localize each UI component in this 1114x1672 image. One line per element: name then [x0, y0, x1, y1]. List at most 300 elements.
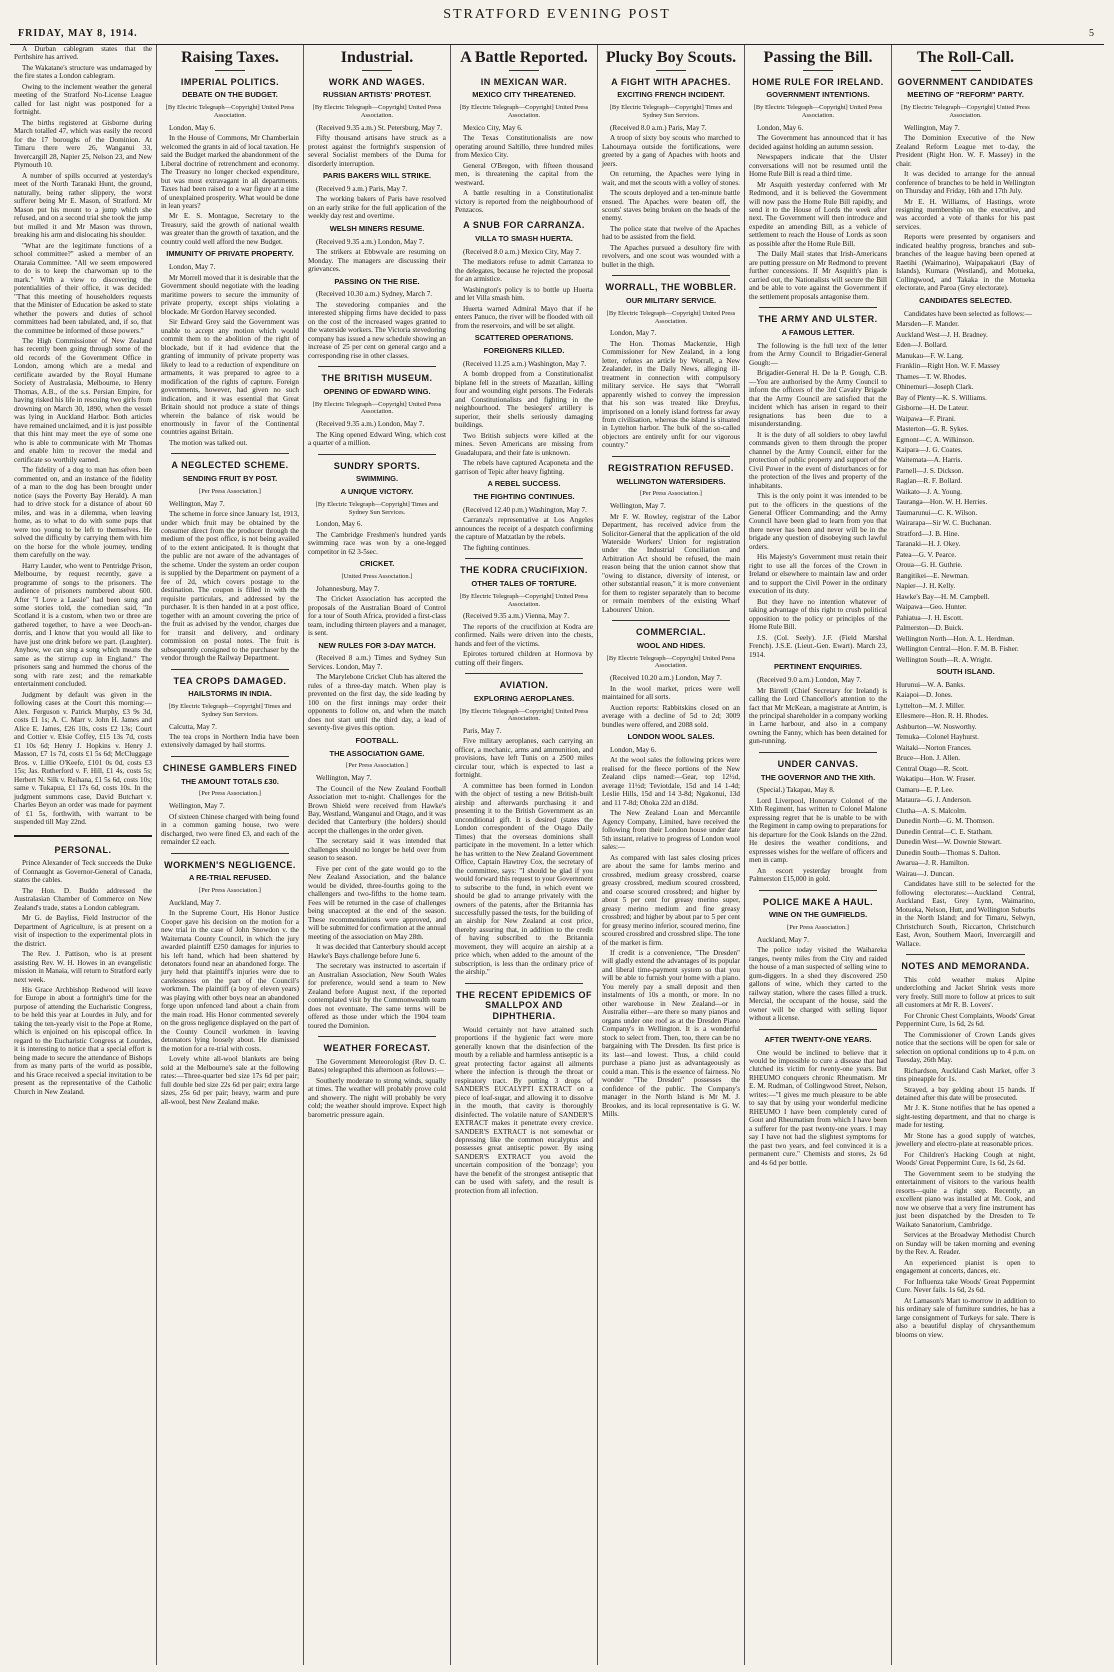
title-rule: [215, 70, 245, 71]
list-item: Manukau—F. W. Lang.: [896, 351, 964, 360]
list-item: Dunedin Central—C. E. Statham.: [896, 827, 993, 836]
list-item: Bruce—Hon. J. Allen.: [896, 754, 961, 763]
list-item: Marsden—F. Mander.: [896, 320, 960, 329]
paragraph: A battle resulting in a Constitutionalist victory is reported from the neighbourhood of Penzacos.: [455, 189, 593, 214]
paragraph: It is the duty of all soldiers to obey lawful commands given to them through the proper channel by the Army Council, either for the protection of public property and support of the Civil Power in the event of disturbances or for the protection of the lives and property of the inhabitants.: [749, 430, 887, 490]
paragraph: The births registered at Gisborne during March totalled 47, which was easily the record for the 17 boroughs of the Dominion. At Timaru there were 26, Wanganui 33, Invercargill 28, Napier 25, Nelson 23, and New Plymouth 10.: [14, 118, 152, 170]
list-item: Ohinemuri—Joseph Clark.: [896, 383, 974, 392]
divider: [465, 983, 583, 984]
article-subheading: OUR MILITARY SERVICE.: [625, 296, 717, 305]
article-body: [308, 520, 446, 556]
list-item: Taumarunui—C. K. Wilson.: [896, 508, 978, 517]
column-title: Raising Taxes.: [181, 49, 279, 66]
divider: [759, 307, 877, 308]
list-item: Central Otago—R. Scott.: [896, 764, 969, 773]
paragraph: Auckland, May 7.: [757, 935, 809, 944]
paragraph: Newspapers indicate that the Ulster conversations will not be resumed until the Home Rule Bill is read a third time.: [749, 153, 887, 179]
list-item: Dunedin West—W. Downie Stewart.: [896, 838, 1002, 847]
article-body: [896, 880, 1035, 948]
article-body: [161, 263, 299, 447]
paragraph: (Received 8.0 a.m.) Paris, May 7.: [610, 123, 707, 132]
paragraph: Judgment by default was given in the following cases at the Court this morning:—Alex. Ferguson v. Patrick Murphy, £3 9s 3d, costs £1 1s; A. C. Marr v. John H. James and Alice E. James, £26 10s, costs £2 13s; Court and Cottier v. Elsie Coffey, £15 13s 7d, costs £1 10s 6d; Henry J. Hopkins v. Henry J. Masson, £7 1s 7d, costs £1 5s 6d; McCluggage Bros. v. Lillie O'Keefe, £101 0s 0d, costs £3 15s; Jas. Rutherford v. F. Hill, £1 4s, costs 5s; Herbert N. Silk v. Reihana, £1 5s 6d, costs 10s; same v. Tukapua, £1 17s 6d, costs 10s. In the judgment summons case, David Butchart v. Charles Beyon an order was made for payment of £1 5s, forthwith, with warrant to be suspended till May 22nd.: [14, 690, 152, 827]
paragraph: Mexico City, May 6.: [463, 123, 523, 132]
article-subheading: FOOTBALL.: [355, 735, 399, 745]
paragraph: The reports of the crucifixion at Kodra are confirmed. Nails were driven into the chests, hands and feet of the victims.: [455, 622, 593, 648]
article-heading: HOME RULE FOR IRELAND.: [752, 76, 884, 87]
article-heading: AVIATION.: [499, 680, 549, 691]
article-body: [749, 936, 887, 1023]
paragraph: Sir Edward Grey said the Government was unable to accept any motion which would commit them to the abolition of the right of blockade, but if it had evidence that the granting of immunity of private property was likely to lead to a reduction of expenditure on armaments, it was prepared to agree to a modification of the rights of capture. Foreign governments, however, had given no such indication, and it was essential that Great Britain should not produce a state of things wherein the balance of risk would be enormously in favor of the Continental countries against Britain.: [161, 318, 299, 437]
title-rule: [803, 70, 833, 71]
list-item: Rangitikei—E. Newman.: [896, 571, 969, 580]
paragraph: The Government seem to be studying the entertainment of visitors to the various health resorts—quite a right step. Recently, an excellent piano was installed at Mt. Cook, and now we observe that a very fine instrument has just been dispatched by the Dresden to Te Waikato Sanatorium, Cambridge.: [896, 1169, 1035, 1229]
paragraph: His Majesty's Government must retain their right to use all the forces of the Crown in Ireland or elsewhere to maintain law and order and to support the Civil Power in the ordinary execution of its duty.: [749, 553, 887, 596]
paragraph: Calcutta, May 7.: [169, 722, 217, 731]
paragraph: (Received 9.35 a.m.) London, May 7.: [316, 420, 425, 429]
column-title: Plucky Boy Scouts.: [605, 49, 737, 66]
list-item: Waitemata—A. Harris.: [896, 456, 963, 465]
paragraph: The High Commissioner of New Zealand has recently been going through some of the old records of the Government Office in London, among which are a medal and certificate awarded by the Royal Humane Society of Australasia, Melbourne, to Henry Thomas, A.B., of the s.s. Persian Empire, for having risked his life in rescuing two girls from drowning on March 30, 1890, when the vessel was lying in Auckland Harbor. Both articles have remained unclaimed, and it is just possible that this hint may meet the eye of some one who is able to communicate with Mr Thomas and enable him to recover the medal and certificate so worthily earned.: [14, 336, 152, 464]
paragraph: The Texas Constitutionalists are now operating around Saltillo, three hundred miles from Mexico City.: [455, 134, 593, 160]
paragraph: In the House of Commons, Mr Chamberlain welcomed the grants in aid of local taxation. He said the Budget marked the abandonment of the Liberal doctrine of retrenchment and economy. The Treasury no longer checked expenditure, but was most extravagant in all departments. Taxes had been raised to a war figure at a time of unexplained prosperity. What would be done in lean years?: [161, 134, 299, 210]
paragraph: If credit is a convenience, "The Dresden" will gladly extend the advantages of its popular and liberal time-payment system so that you will be able to furnish your home with a piano. You merely pay a small deposit and then instalments of 10s a month, or more. In no other warehouse in New Zealand—or in Australia either—are there so many pianos and organs under one roof as at the Dresden Piano Company's in Wellington. It is a wonderful stock to select from. Then, too, there can be no bargaining with The Dresden. Its first price is its last—and lowest. Thus, a child could purchase a piano just as advantageously as could a man. This is the essence of fairness. No wonder "The Dresden" possesses the confidence of the public. The Company's manager in the North Island is Mr M. J. Brookes, and its local representative is G. W. Mills.: [602, 949, 740, 1119]
article-subheading: HAILSTORMS IN INDIA.: [188, 689, 272, 699]
list-item: Raglan—R. F. Bollard.: [896, 477, 963, 486]
paragraph: Candidates have been selected as follows:—: [904, 309, 1032, 318]
article-subheading: WELSH MINERS RESUME.: [329, 223, 425, 233]
paragraph: A Durban cablegram states that the Perthshire has arrived.: [14, 45, 152, 62]
article-body: [308, 654, 446, 732]
article-body: [308, 585, 446, 638]
paragraph: Brigadier-General H. De la P. Gough, C.B.—You are authorised by the Army Council to inform the officers of the 3rd Cavalry Brigade that the Army Council are satisfied that the incident which has arisen in regard to their resignations has been due to a misunderstanding.: [749, 369, 887, 429]
paragraph: The Cricket Association has accepted the proposals of the Australian Board of Control for a tour of South Africa, provided a first-class team, including thirteen players and a manager, is sent.: [308, 595, 446, 638]
list-item: Tauranga—Hon. W. H. Herries.: [896, 498, 988, 507]
article-subheading: IMMUNITY OF PRIVATE PROPERTY.: [166, 249, 294, 259]
list-item: Oamaru—E. P. Lee.: [896, 785, 954, 794]
paragraph: Lovely white all-wool blankets are being sold at the Melbourne's sale at the following rates:—Three-quarter bed size 17s 6d per pair; full double bed size 22s 6d per pair; extra large sizes, 25s 6d per pair; heavy, warm and pure all-wool, best New Zealand make.: [161, 1055, 299, 1106]
paragraph: Mr G. de Bayliss, Field Instructor of the Department of Agriculture, is at present on a visit of inspection to the experimental plots in the district.: [14, 914, 152, 948]
list-item: Hawke's Bay—H. M. Campbell.: [896, 592, 990, 601]
paragraph: For Influenza take Woods' Great Peppermint Cure. Never fails. 1s 6d, 2s 6d.: [896, 1277, 1035, 1295]
paragraph: Five per cent of the gate would go to the New Zealand Association, and the balance would be divided, three-fourths going to the challengers and two-fifths to the home team. Fees will be returned in the case of challenges being unaccepted at the end of the season. These recommendations were approved, and will be submitted for confirmation at the annual meeting of the association on May 28th.: [308, 864, 446, 941]
list-item: Bay of Plenty—K. S. Williams.: [896, 393, 987, 402]
list-item: Gisborne—H. De Lateur.: [896, 404, 969, 413]
paragraph: Owing to the inclement weather the general meeting of the Stratford No-License League called for last night was postponed for a fortnight.: [14, 82, 152, 117]
paragraph: J.S. (Col. Seely). J.F. (Field Marshal French). J.S.E. (Lieut.-Gen. Ewart). March 23, 1914.: [749, 633, 887, 659]
paragraph: The stevedoring companies and the interested shipping firms have decided to pass on the cost of the increased wages granted to the waterside workers. The Victoria stevedoring company has issued a new schedule showing an increase of 25 per cent on general cargo and a corresponding rise in other classes.: [308, 300, 446, 360]
paragraph: Mr E. H. Williams, of Hastings, wrote resigning membership on the executive, and was accorded a vote of thanks for his past services.: [896, 197, 1035, 231]
article-subheading: WELLINGTON WATERSIDERS.: [616, 476, 726, 486]
paragraph: Mr Morrell moved that it is desirable that the Government should negotiate with the leading maritime powers to secure the immunity of private property, except ships violating a blockade. Mr Gordon Harvey seconded.: [161, 273, 299, 316]
article-body: [896, 310, 1035, 318]
article-subheading: OPENING OF EDWARD WING.: [323, 386, 431, 396]
article-heading: WEATHER FORECAST.: [323, 1043, 431, 1054]
article-subheading: SOUTH ISLAND.: [936, 667, 995, 677]
paragraph: Prince Alexander of Teck succeeds the Duke of Connaught as Governor-General of Canada, states the cables.: [14, 859, 152, 885]
paragraph: This is the only point it was intended to be put to the officers in the questions of the General Officer Commanding; and the Army Council have been glad to learn from you that there never has been and never will be in the brigade any question of disobeying such lawful orders.: [749, 492, 887, 551]
paragraph: It was decided that Canterbury should accept Hawke's Bays challenge before June 6.: [308, 943, 446, 960]
divider: [318, 454, 436, 455]
list-item: Thames—T. W. Rhodes.: [896, 372, 967, 381]
paragraph: The fidelity of a dog to man has often been commented on, and an instance of the fidelity of a man to the dog has been brought under notice (says the Poverty Bay Herald). A man had to drive stock for a distance of about 60 miles, and was in a dilemma, when leaving home, as to what to do with some pups that were too young to be left to themselves. He solved the difficulty by carrying them with him on the horse for the whole journey, tending them carefully on the way.: [14, 466, 152, 560]
paragraph: Mr Birrell (Chief Secretary for Ireland) is calling the Lord Chancellor's attention to the fact that Mr McKean, a magistrate at Antrim, is the principal shareholder in a company working in Larne harbour, and also in a company owning the Fanny, which has been detained for gun-running.: [749, 686, 887, 746]
personal-list: [14, 859, 152, 1096]
article-heading: POLICE MAKE A HAUL.: [762, 896, 874, 907]
article-heading: A NEGLECTED SCHEME.: [171, 460, 289, 471]
paragraph: The strikers at Ebbwvale are resuming on Monday. The managers are discussing their grievances.: [308, 248, 446, 274]
wire-credit: [Per Press Association.]: [640, 490, 702, 498]
column-3: [304, 45, 451, 1665]
title-rule: [509, 70, 539, 71]
paragraph: Two British subjects were killed at the mines. Seven Americans are missing from Guadalupara, and their fate is unknown.: [455, 431, 593, 457]
article-body: [455, 360, 593, 476]
paragraph: London, May 7.: [169, 263, 216, 272]
article-heading: SUNDRY SPORTS.: [333, 460, 421, 471]
paragraph: The Hon. Thomas Mackenzie, High Commissioner for New Zealand, in a long letter, refutes an article by Worrall, a New Zealander, in the Daily News, alleging ill-treatment in connection with compulsory military service. He says that "Worrall apparently wished to convey the impression that his son was treated like Dreyfus, imprisoned on a lonely island fortress far away from civilisation, whereas the island is situated in Lyttelton harbor. The bulk of the so-called objectors are entirely unfit for our vigorous country.": [602, 339, 740, 450]
list-item: Palmerston—D. Buick.: [896, 624, 964, 633]
wire-credit: [Per Press Association.]: [199, 886, 261, 894]
article-heading: THE ARMY AND ULSTER.: [758, 314, 878, 325]
article-body: [308, 1058, 446, 1119]
title-rule: [362, 70, 392, 71]
article-body: [308, 185, 446, 221]
divider: [465, 673, 583, 674]
paragraph: (Received 8 a.m.) Times and Sydney Sun Services. London, May 7.: [308, 654, 446, 671]
list-item: Kaipara—J. G. Coates.: [896, 445, 963, 454]
paragraph: Paris, May 7.: [463, 726, 502, 735]
paragraph: A bomb dropped from a Constitutionalist biplane fell in the streets of Mazatlan, killing four and wounding eight persons. The Federals and Constitutionalists and fighting in the neighbourhood. The besiegers' artillery is superior, their shells seriously damaging buildings.: [455, 370, 593, 430]
divider: [612, 620, 730, 621]
paragraph: The Government Meteorologist (Rev D. C. Bates) telegraphed this afternoon as follows:—: [308, 1057, 446, 1075]
paragraph: Washington's policy is to bottle up Huerta and let Villa smash him.: [455, 285, 593, 303]
list-item: Mataura—G. J. Anderson.: [896, 796, 972, 805]
list-item: Hurunui—W. A. Banks.: [896, 681, 966, 689]
article-subheading: CANDIDATES SELECTED.: [919, 295, 1012, 305]
paragraph: Services at the Broadway Methodist Church on Sunday will be taken morning and evening by the Rev. A. Reader.: [896, 1231, 1035, 1257]
article-body: [749, 786, 887, 883]
article-heading: A FIGHT WITH APACHES.: [611, 76, 731, 87]
paragraph: The Dominion Executive of the New Zealand Reform League met to-day, the President (Right Hon. W. F. Massey) in the chair.: [896, 134, 1035, 168]
column-title: Industrial.: [340, 49, 414, 66]
wire-credit: [By Electric Telegraph—Copyright] United Press Association.: [901, 104, 1030, 119]
paragraph: Strayed, a bay gelding about 15 hands. If detained after this date will be prosecuted.: [896, 1085, 1035, 1102]
article-body: [161, 723, 299, 750]
article-subheading: EXCITING FRENCH INCIDENT.: [617, 90, 725, 100]
paragraph: Would certainly not have attained such proportions if the hygienic fact were more generally known that the disinfection of the mouth by a reliable and harmless antiseptic is a great protecting factor against all ailments where the infection is through the throat or respiratory tract. By putting 3 drops of SANDER'S EUCALYPTI EXTRACT on a piece of loaf-sugar, and allowing it to dissolve in the mouth, that cavity is thoroughly disinfected. The volatile nature of SANDER'S EXTRACT makes it penetrate every crevice. SANDER'S EXTRACT is not somewhat or depressing like the common eucalyptus and possesses great antiseptic power. By using SANDER'S EXTRACT you avoid the uncertain composition of the 'bonzage'; you have the benefit of the strongest antiseptic that can be used with safety, and the result is protection from all infection.: [455, 1025, 593, 1195]
article-body: [161, 802, 299, 846]
list-item: Patea—G. V. Pearce.: [896, 550, 957, 559]
paragraph: The Cambridge Freshmen's hundred yards swimming race was won by a one-legged competitor in 62 3-5sec.: [308, 530, 446, 556]
paragraph: On returning, the Apaches were lying in wait, and met the scouts with a volley of stones.: [602, 170, 740, 187]
paragraph: The King opened Edward Wing, which cost a quarter of a million.: [308, 430, 446, 448]
column-5: [598, 45, 745, 1665]
article-body: [602, 329, 740, 450]
paragraph: The Daily Mail states that Irish-Americans are putting pressure on Mr Redmond to prevent further concessions. If Mr Asquith's plan is carried out, the Nationalists will secure the Bill and be able to vote against the Government if the settlement proposals antagonise them.: [749, 250, 887, 301]
article-heading: CHINESE GAMBLERS FINED: [162, 762, 298, 773]
paragraph: (Received 10.30 a.m.) Sydney, March 7.: [316, 290, 433, 299]
list-item: Waikato—J. A. Young.: [896, 487, 963, 496]
paragraph: Mr E. S. Montague, Secretary to the Treasury, said the growth of national wealth was greater than the growth of taxation, and the country could well afford the new Budget.: [161, 212, 299, 246]
article-body: [308, 124, 446, 168]
article-subheading: MEXICO CITY THREATENED.: [472, 90, 576, 100]
paragraph: His Grace Archbishop Redwood will leave for Europe in about a fortnight's time for the purpose of attending the Eucharistic Congress, to be held this year at Lourdes in July, and for taking the ten-yearly visit to the Pope at Rome, which is enjoined on his episcopal office. In regard to the Eucharistic Congress at Lourdes, it is interesting to notice that a special effort is being made to secure the attendance of Bishops from as many parts of the world as possible, and his Grace received a special invitation to be present as the representative of the Catholic Church in New Zealand.: [14, 985, 152, 1096]
list-item: Taranaki—H. J. Okey.: [896, 540, 961, 549]
paragraph: One would be inclined to believe that it would be impossible to cure a disease that had clutched its victim for twenty-one years. But RHEUMO conquers chronic Rheumatism. Mr E. M. Rudman, of Collingwood Street, Nelson, writes:—"I gives me much pleasure to be able to say that by using your wonderful medicine RHEUMO I have been completely cured of Gout and Rheumatism from which I have been a sufferer for the past twenty-one years. I may say I have not had the slightest symptoms for the past two years, and feel convinced it is a permanent cure." Chemists and stores, 2s 6d and 4s 6d per bottle.: [749, 1048, 887, 1167]
paragraph: An experienced pianist is open to engagement at concerts, dances, etc.: [896, 1258, 1035, 1276]
list-item: Ashburton—W. Nosworthy.: [896, 722, 977, 731]
divider: [318, 366, 436, 367]
article-subheading: SENDING FRUIT BY POST.: [182, 474, 278, 484]
paragraph: (Received 10.20 a.m.) London, May 7.: [610, 674, 722, 683]
article-body: [455, 727, 593, 977]
paragraph: General O'Bregon, with fifteen thousand men, is threatening the capital from the westward.: [455, 161, 593, 187]
list-item: Wellington Central—Hon. F. M. B. Fisher.: [896, 645, 1019, 654]
article-subheading: GOVERNMENT INTENTIONS.: [766, 90, 870, 100]
paragraph: Mr Stone has a good supply of watches, jewellery and electro-plate at reasonable prices.: [896, 1131, 1035, 1149]
article-subheading: FOREIGNERS KILLED.: [483, 346, 565, 356]
list-item: Franklin—Right Hon. W. F. Massey: [896, 362, 1000, 371]
list-item: Kaiapoi—D. Jones.: [896, 691, 953, 700]
article-body: [308, 238, 446, 274]
article-body: [749, 676, 887, 746]
list-item: Dunedin South—Thomas S. Dalton.: [896, 848, 1001, 857]
wire-credit: [By Electric Telegraph—Copyright] United Press Association.: [606, 654, 736, 670]
column-title: The Roll-Call.: [917, 49, 1014, 66]
article-body: [749, 124, 887, 302]
wire-credit: [By Electric Telegraph—Copyright] United Press Association.: [606, 309, 736, 325]
paragraph: The Government has announced that it has decided against holding an autumn session.: [749, 134, 887, 151]
paragraph: As compared with last sales closing prices are about the same for lambs merino and crossbred, medium greasy crossbred, coarse greasy crossbred, medium scoured crossbred, and coarse scoured crossbred; and higher by about 5 per cent for greasy merino super, greasy merino medium and fine greasy crossbred; and higher by about par to 5 per cent for greasy merino inferior, scoured merino, fine scoured crossbred and crossbred slipe. The tone of the market is firm.: [602, 853, 740, 947]
list-item: Auckland West—J. H. Bradney.: [896, 330, 988, 339]
paragraph: (Special.) Takapau, May 8.: [757, 786, 835, 795]
newspaper-title: STRATFORD EVENING POST: [443, 7, 671, 22]
list-item: Waitaki—Norton Frances.: [896, 743, 972, 752]
paragraph: The New Zealand Loan and Mercantile Agency Company, Limited, have received the following from their London house under date 5th instant, relative to progress of London wool sales:—: [602, 809, 740, 852]
article-heading: WORKMEN'S NEGLIGENCE.: [164, 859, 296, 870]
paragraph: Southerly moderate to strong winds, squally at times. The weather will probably prove cold and showery. The night will probably be very cold; the weather should improve. Expect high barometric pressure again.: [308, 1076, 446, 1119]
article-body: [455, 248, 593, 330]
article-heading: UNDER CANVAS.: [777, 758, 859, 769]
paragraph: Huerta warned Admiral Mayo that if he enters Panuco, the river will be flooded with oil from the reservoirs, and will be set alight.: [455, 304, 593, 330]
list-item: Oroua—G. H. Guthrie.: [896, 561, 963, 570]
article-heading: NOTES AND MEMORANDA.: [901, 961, 1030, 972]
wire-credit: [By Electric Telegraph—Copyright] United Press Association.: [312, 400, 442, 416]
article-body: [602, 746, 740, 1119]
paragraph: The Council of the New Zealand Football Association met to-night. Challenges for the Brown Shield were received from Hawke's Bay, Westland, Wanganui and Otago, and it was decided that Canterbury (the holders) should accept the challenges in the order given.: [308, 784, 446, 835]
article-body: [455, 506, 593, 552]
article-subheading: MEETING OF "REFORM" PARTY.: [907, 90, 1024, 100]
list-item: Parnell—J. S. Dickson.: [896, 466, 964, 475]
article-subheading: PARIS BAKERS WILL STRIKE.: [322, 171, 432, 181]
article-body: [308, 290, 446, 360]
article-heading: A SNUB FOR CARRANZA.: [463, 220, 585, 231]
article-subheading: OTHER TALES OF TORTURE.: [471, 579, 577, 588]
paragraph: The working bakers of Paris have resolved on an early strike for the full application of the weekly day rest and overtime.: [308, 195, 446, 221]
paragraph: Of sixteen Chinese charged with being found in a common gaming house, two were discharged, two were fined £3, and each of the remainder £2 each.: [161, 812, 300, 847]
divider: [906, 954, 1025, 955]
list-item: Egmont—C. A. Wilkinson.: [896, 435, 975, 444]
list-item: Waipawa—Geo. Hunter.: [896, 603, 967, 612]
paragraph: Mr J. K. Stone notifies that he has opened a sight-testing department, and that no charge is made for testing.: [896, 1104, 1035, 1130]
article-subheading: THE FIGHTING CONTINUES.: [473, 492, 575, 502]
paragraph: Wellington, May 7.: [169, 802, 225, 811]
article-subheading: WINE ON THE GUMFIELDS.: [768, 910, 868, 920]
wire-credit: [By Electric Telegraph—Copyright] United Press Association.: [459, 707, 589, 723]
list-item: Lyttelton—M. J. Miller.: [896, 701, 965, 710]
paragraph: "What are the legitimate functions of a school committee?" asked a member of an Otaraia Committee. "All we seem empowered to do is to keep the charwoman up to the mark." With a view to discovering the potentialities of their office, it was decided: "That this meeting of householders requests that the Minister of Education be asked to state whether the powers and duties of school committees had been tabulated, and, if so, that the committee be informed of those powers.": [14, 241, 152, 335]
column-4: [451, 45, 598, 1665]
paragraph: London, May 6.: [169, 123, 216, 132]
paragraph: Lord Liverpool, Honorary Colonel of the XIth Regiment, has written to Colonel Malone expressing regret that he is unable to be with the Regiment in camp owing to preparations for his departure for the Cook Islands on the 22nd. He desires the weather conditions, and expresses wishes for the welfare of officers and men in camp.: [749, 796, 887, 865]
paragraph: The Hon. D. Buddo addressed the Australasian Chamber of Commerce on New Zealand's trade, states a London cablegram.: [14, 886, 152, 912]
article-body: [602, 124, 740, 270]
list-item: Wellington North—Hon. A. L. Herdman.: [896, 634, 1015, 643]
paragraph: Johannesburg, May 7.: [316, 584, 380, 593]
paragraph: The mediators refuse to admit Carranza to the delegates, because he rejected the proposal for an armistice.: [455, 258, 593, 284]
article-subheading: THE GOVERNOR AND THE XIth.: [760, 772, 876, 782]
masthead: [10, 4, 1104, 45]
divider: [171, 669, 289, 670]
paragraph: (Received 11.25 a.m.) Washington, May 7.: [463, 359, 587, 368]
article-subheading: THE AMOUNT TOTALS £30.: [181, 776, 279, 786]
wire-credit: [By Electric Telegraph—Copyright] United Press Association.: [459, 592, 589, 608]
wire-credit: [By Electric Telegraph—Copyright] United Press Association.: [165, 104, 295, 119]
article-body: [896, 976, 1035, 1339]
paragraph: Harry Lauder, who went to Pentridge Prison, Melbourne, by request recently, gave a programme of songs to the prisoners. The audience of prisoners numbered about 600. After "I Love a Lassie" had been sung and some stories told, the comedian said, "In Scotland it is a custom, when two or three are gathered together, to have a wee Deoch-an-dorris, and I know that you would all like to have just one drink before we part. (Laughter). Anyhow, we can sing a song which means the same as the stirrup cup in England." The prisoners sang and hummed the chorus of the song with rare zest; and the remarkable entertainment concluded.: [14, 561, 152, 689]
article-subheading: NEW RULES FOR 3-DAY MATCH.: [318, 640, 436, 650]
article-body: [749, 1049, 887, 1168]
paragraph: The scouts deployed and a ten-minute battle ensued. The Apaches were beaten off, the scouts' staves being broken on the heads of the enemy.: [602, 189, 740, 223]
article-subheading: VILLA TO SMASH HUERTA.: [475, 234, 573, 244]
paragraph: The Apaches pursued a desultory fire with revolvers, and one scout was wounded with a bullet in the thigh.: [602, 243, 740, 269]
divider: [612, 275, 730, 276]
candidate-list: [896, 681, 1035, 878]
column-7: [892, 45, 1039, 1665]
list-item: Wairarapa—Sir W. C. Buchanan.: [896, 519, 992, 528]
paragraph: The Commissioner of Crown Lands gives notice that the sections will be open for sale or selection on optional conditions up to 4 p.m. on Tuesday, 26th May.: [896, 1030, 1035, 1065]
article-heading: THE BRITISH MUSEUM.: [321, 373, 433, 384]
article-body: [455, 612, 593, 667]
article-subheading: EXPLORING AEROPLANES.: [473, 693, 575, 703]
wire-credit: [Per Press Association.]: [199, 487, 261, 495]
divider: [465, 558, 583, 559]
paragraph: It was decided to arrange for the annual conference of branches to be held in Wellington on Thursday and Friday, 16th and 17th July.: [896, 170, 1035, 196]
paragraph: A troop of sixty boy scouts who marched to Lahournaya outside the fortifications, were greeted by a gang of Apaches with hoots and jeers.: [602, 134, 740, 168]
paragraph: London, May 6.: [757, 123, 804, 132]
briefs-list: [14, 45, 152, 827]
paragraph: Mr F. W. Rowley, registrar of the Labor Department, has received advice from the Solicitor-General that the application of the old Waterside Workers' Union for registration under the Industrial Conciliation and Arbitration Act should be refused, the main reason being that the union cannot show that "owing to distance, diversity of interest, or other substantial reason," it is more convenient for them to register separately than to become or remain members of the existing Wharf Labourers' Union.: [602, 512, 740, 614]
article-body: [455, 1026, 593, 1196]
list-item: Masterton—G. R. Sykes.: [896, 425, 969, 434]
article-subheading: A UNIQUE VICTORY.: [340, 487, 414, 497]
divider: [759, 890, 877, 891]
article-subheading: AFTER TWENTY-ONE YEARS.: [764, 1034, 872, 1044]
list-item: Awarua—J. R. Hamilton.: [896, 859, 970, 868]
paragraph: The tea crops in Northern India have been extensively damaged by hail storms.: [161, 733, 299, 750]
article-heading: THE KODRA CRUCIFIXION.: [460, 565, 588, 576]
article-heading: THE RECENT EPIDEMICS OF SMALLPOX AND DIPHTHERIA.: [455, 989, 592, 1022]
divider: [14, 835, 152, 837]
section-heading-personal: PERSONAL.: [54, 844, 112, 855]
article-heading: IMPERIAL POLITICS.: [180, 76, 280, 87]
article-subheading: CRICKET.: [359, 559, 395, 569]
paragraph: (Received 9.35 a.m.) London, May 7.: [316, 237, 425, 246]
article-subheading: A RE-TRIAL REFUSED.: [188, 873, 272, 883]
article-subheading: PASSING ON THE RISE.: [334, 276, 420, 286]
divider: [612, 456, 730, 457]
article-body: [602, 674, 740, 729]
list-item: Dunedin North—G. M. Thomson.: [896, 817, 995, 826]
divider: [759, 752, 877, 753]
article-subheading: PERTINENT ENQUIRIES.: [774, 662, 862, 672]
paragraph: The Wakatane's structure was undamaged by the fire states a London cablegram.: [14, 63, 152, 81]
divider: [171, 756, 289, 757]
list-item: Wellington South—R. A. Wright.: [896, 655, 993, 664]
paragraph: (Received 9 a.m.) Paris, May 7.: [316, 184, 408, 193]
page-number: 5: [1089, 28, 1094, 39]
paragraph: The Marylebone Cricket Club has altered the rules of a three-day match. When play is prevented on the first day, the side leading by 100 on the first innings may order their opponents to follow on, and when the match does not start until the third day, a lead of seventy-five gives this option.: [308, 673, 446, 733]
article-subheading: A FAMOUS LETTER.: [781, 327, 855, 337]
columns: [10, 45, 1104, 1665]
paragraph: The secretary said it was intended that challenges should no longer be held over from season to season.: [308, 837, 446, 863]
paragraph: Mr Asquith yesterday conferred with Mr Redmond, and it is believed the Government will now pass the Home Rule Bill rapidly, and send it to the House of Lords the week after next. The Government will then introduce and expedite an amending Bill, as a vehicle of settlement to reach the House of Lords as soon as possible after the Home Rule Bill.: [749, 180, 887, 248]
paragraph: The police today visited the Waihareka ranges, twenty miles from the City and raided the house of a man suspected of selling wine to gum-diggers. In a shed they discovered 250 gallons of wine, which they carted to the railway station, where the cases filled a truck. Mercial, the occupant of the house, said the owner will be charged with selling liquor without a license.: [749, 946, 887, 1023]
article-body: [308, 420, 446, 447]
divider: [318, 1036, 436, 1037]
paragraph: The following is the full text of the letter from the Army Council to Brigadier-General Gough:—: [749, 341, 887, 367]
paragraph: Wellington, May 7.: [610, 502, 666, 511]
article-heading: COMMERCIAL.: [636, 627, 706, 638]
article-subheading: LONDON WOOL SALES.: [627, 732, 715, 742]
paragraph: Fifty thousand artisans have struck as a protest against the fortnight's suspension of several Socialist members of the Duma for disorderly interruption.: [308, 134, 446, 168]
article-body: [161, 124, 299, 247]
paragraph: London, May 6.: [316, 520, 363, 529]
candidate-list: [896, 320, 1035, 664]
article-subheading: SWIMMING.: [355, 474, 399, 484]
paragraph: The Rev. J. Pattison, who is at present assisting Rev. W. H. Howes in an evangelistic mission in Manaia, will return to Stratford early next week.: [14, 950, 152, 984]
issue-date: FRIDAY, MAY 8, 1914.: [18, 28, 138, 39]
paragraph: A committee has been formed in London with the object of testing a new British-built airship and afterwards purchasing it and presenting it to the British Government as an unconditional gift. It is desired (states the London correspondent of the Otago Daily Times) that the overseas dominions shall participate in the movement. In a letter which he has written to the New Zealand Government Office, Captain Hawtrey Cox, the secretary of the committee, says: "I should be glad if you would forward this request to your Government to subscribe to the fund, in which event we should be glad to arrange privately with the owners of the patents, after the Britannia has successfully passed the tests, for the building of an airship for New Zealand at cost price, thereby assuring that, in addition to the credit of having subscribed to the Britannia movement, they will acquire an airship at a price which, when added to the amount of the subscription, is less than the ordinary price of the airship.": [455, 781, 593, 977]
list-item: Wairau—J. Duncan.: [896, 869, 955, 878]
article-body: [308, 774, 446, 1030]
paragraph: (Received 9.35 a.m.) Vienna, May 7.: [463, 612, 570, 621]
wire-credit: [United Press Association.]: [341, 572, 413, 580]
paragraph: For Chronic Chest Complaints, Woods' Great Peppermint Cure, 1s 6d, 2s 6d.: [896, 1011, 1035, 1029]
paragraph: But they have no intention whatever of taking advantage of this right to crush political opposition to the policy or principles of the Home Rule Bill.: [749, 597, 887, 632]
paragraph: At the wool sales the following prices were realised for the fleece portions of the New Zealand clips named:—Gear, top 12½d, average 11½d; Teviotdale, 15d and 14 1-4d; Leslie Hills, 15d and 14 3-8d; Ngakonui, 13d and 11 7-8d; Ohoka 22d an d18d.: [602, 756, 740, 807]
article-heading: IN MEXICAN WAR.: [480, 76, 568, 87]
paragraph: For Children's Hacking Cough at night, Woods' Great Peppermint Cure, 1s 6d, 2s 6d.: [896, 1150, 1035, 1168]
list-item: Clutha—A. S. Malcolm.: [896, 806, 967, 815]
paragraph: At Lamason's Mart to-morrow in addition to his ordinary sale of furniture sundries, he has a large consignment of Turkeys for sale. There is also a beautiful display of chrysanthemum blooms on view.: [896, 1296, 1035, 1339]
wire-credit: [Per Press Association.]: [346, 762, 408, 770]
paragraph: The motion was talked out.: [169, 438, 248, 447]
column-1: [10, 45, 157, 1665]
article-heading: WORRALL, THE WOBBLER.: [605, 282, 737, 293]
paragraph: In the wool market, prices were well maintained for all sorts.: [602, 684, 740, 702]
divider: [171, 453, 289, 454]
paragraph: The rebels have captured Acaponeta and the garrison of Tepic after heavy fighting.: [455, 459, 593, 476]
list-item: Temuka—Colonel Hayhurst.: [896, 733, 979, 742]
paragraph: Wellington, May 7.: [316, 774, 372, 783]
article-subheading: THE ASSOCIATION GAME.: [329, 748, 425, 758]
paragraph: Reports were presented by organisers and indicated healthy progress, branches and sub-branches of the league having been opened at Raetihi (Waimarino), Waipapakauri (Bay of Islands), Kumara (Westland), and Motueka, Collingwood, and Takaka in the Motueka electorate, and Paroa (Grey electorate).: [896, 233, 1035, 293]
list-item: Pahiatua—J. H. Escott.: [896, 613, 963, 622]
article-subheading: SCATTERED OPERATIONS.: [474, 333, 574, 343]
paragraph: Candidates have still to be selected for the following electorates:—Auckland Central, Auckland East, Grey Lynn, Waimarino, Motueka, Nelson, Hutt, and Wellington Suburbs in the North Island; and for Timaru, Selwyn, Christchurch South, Riccarton, Christchurch East, Avon, Southern Maori, Invercargill and Wallace.: [896, 880, 1035, 948]
column-title: A Battle Reported.: [460, 49, 588, 66]
paragraph: The scheme in force since January 1st, 1913, under which fruit may be obtained by the consumer direct from the producer through the medium of the post office, is not being availed of to the extent anticipated. It is thought that the public are not aware of the advantages of the scheme. Under the system an order coupon is supplied by the Department on payment of a fee of 2d, which covers postage to the destination. The coupon is filled in with the requisite particulars, and addressed by the purchaser. It is then handed in at a post office, together with an amount covering the price of the fruit as advised by the vendor, charges due for transit and delivery, and ordinary commission on postal notes. The fruit is subsequently consigned to the purchaser by the vendor through the Railway Department.: [161, 510, 299, 663]
